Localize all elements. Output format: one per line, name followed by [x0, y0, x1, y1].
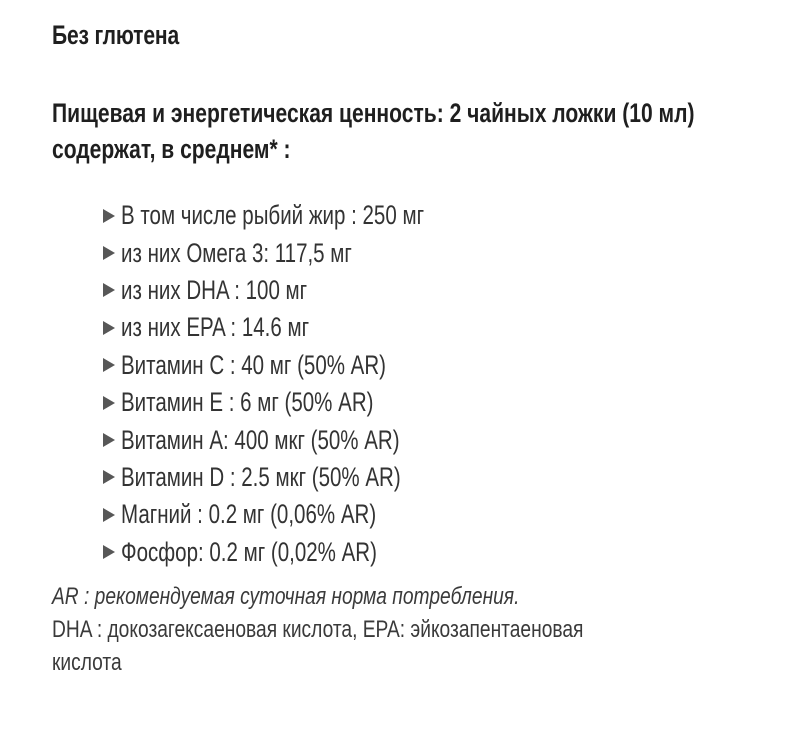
nutrition-heading-line-1: Пищевая и энергетическая ценность: 2 чайных ложки (10 мл) [52, 98, 695, 128]
triangle-right-icon [103, 396, 115, 410]
list-item [103, 197, 520, 234]
nutrient-list [103, 197, 520, 571]
nutrient-text: Витамин A: 400 мкг (50% AR) [121, 424, 400, 455]
nutrient-text: Витамин D : 2.5 мкг (50% AR) [121, 461, 401, 492]
footnote [52, 580, 583, 679]
triangle-right-icon [103, 209, 115, 223]
nutrient-text: из них EPA : 14.6 мг [121, 312, 310, 343]
triangle-right-icon [103, 246, 115, 260]
triangle-right-icon [103, 508, 115, 522]
list-item [103, 534, 520, 571]
nutrient-text: Магний : 0.2 мг (0,06% AR) [121, 499, 377, 530]
abbreviation-definition-line-1: DHA : докозагексаеновая кислота, EPA: эйкозапентаеновая [52, 616, 584, 643]
triangle-right-icon [103, 470, 115, 484]
list-item [103, 234, 520, 271]
list-item [103, 347, 520, 384]
nutrient-text: В том числе рыбий жир : 250 мг [121, 200, 425, 231]
ar-definition: AR : рекомендуемая суточная норма потребления. [52, 583, 520, 610]
triangle-right-icon [103, 433, 115, 447]
nutrition-heading [52, 95, 695, 167]
list-item [103, 421, 520, 458]
triangle-right-icon [103, 283, 115, 297]
list-item [103, 309, 520, 346]
list-item [103, 459, 520, 496]
nutrient-text: из них Омега 3: 117,5 мг [121, 237, 352, 268]
list-item [103, 272, 520, 309]
nutrient-text: Витамин C : 40 мг (50% AR) [121, 349, 387, 380]
triangle-right-icon [103, 358, 115, 372]
nutrient-text: из них DHA : 100 мг [121, 274, 308, 305]
list-item [103, 384, 520, 421]
triangle-right-icon [103, 321, 115, 335]
triangle-right-icon [103, 545, 115, 559]
gluten-free-label: Без глютена [52, 20, 180, 50]
nutrition-heading-line-2: содержат, в среднем* : [52, 134, 291, 164]
nutrient-text: Фосфор: 0.2 мг (0,02% AR) [121, 536, 377, 567]
abbreviation-definition-line-2: кислота [52, 649, 122, 676]
nutrient-text: Витамин E : 6 мг (50% AR) [121, 387, 374, 418]
list-item [103, 496, 520, 533]
